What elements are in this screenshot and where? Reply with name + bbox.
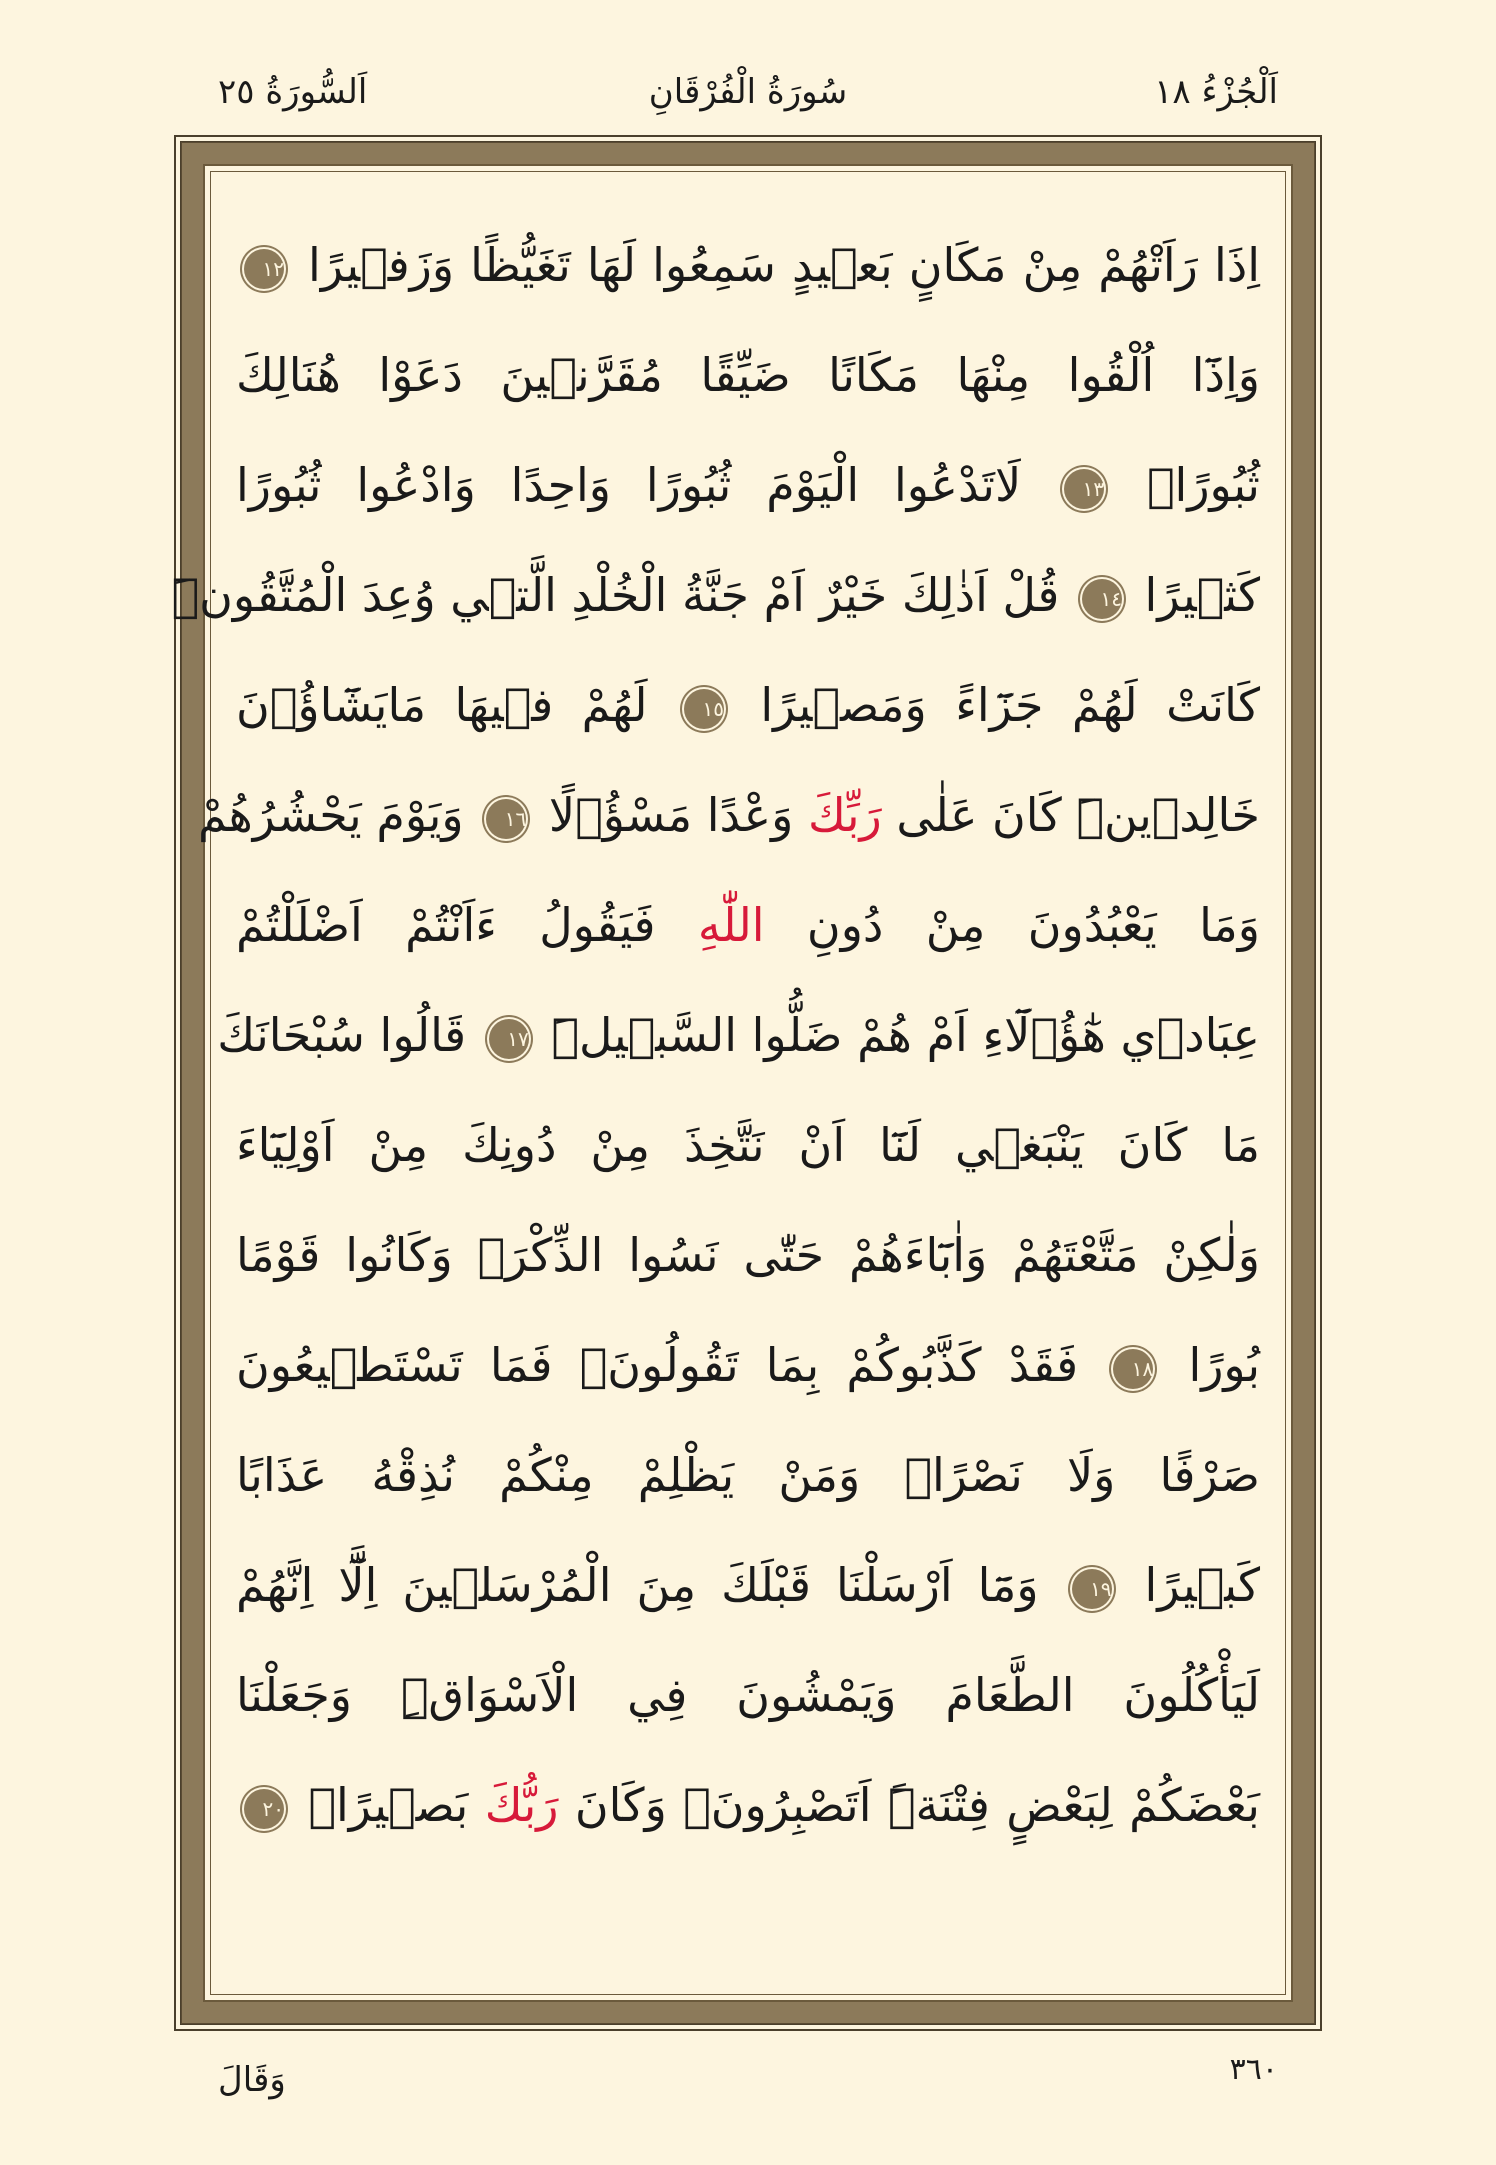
text-line [236, 1090, 1260, 1200]
ayah-number-marker: ١٤ [1082, 579, 1122, 619]
verse-text: وَمَٓا اَرْسَلْنَا قَبْلَكَ مِنَ الْمُرْسَل۪ينَ اِلَّٓا اِنَّهُمْ [236, 1558, 1064, 1612]
verse-text: صَرْفًا وَلَا نَصْرًاۚ وَمَنْ يَظْلِمْ مِنْكُمْ نُذِقْهُ عَذَابًا [236, 1448, 1260, 1502]
surah-title: سُورَةُ الْفُرْقَانِ [648, 72, 848, 112]
text-line [236, 1420, 1260, 1530]
text-line [171, 540, 1260, 650]
divine-name-highlight: اللّٰهِ [697, 898, 765, 952]
verse-text: وَيَوْمَ يَحْشُرُهُمْ [197, 788, 479, 842]
page-header [0, 62, 1496, 122]
ayah-number-marker: ١٣ [1064, 469, 1104, 509]
verse-text: لَهُمْ ف۪يهَا مَايَشَٓاؤُ۫نَ [236, 678, 676, 732]
verse-text: قَالُوا سُبْحَانَكَ [217, 1008, 481, 1062]
verse-text: وَمَا يَعْبُدُونَ مِنْ دُونِ [764, 898, 1260, 952]
text-line [236, 210, 1260, 320]
text-line [236, 650, 1260, 760]
divine-name-highlight: رَبُّكَ [484, 1778, 559, 1832]
juz-label: اَلْجُزْءُ ١٨ [1154, 72, 1278, 112]
text-line [236, 320, 1260, 430]
text-line [217, 980, 1260, 1090]
ayah-number-marker: ١٦ [486, 799, 526, 839]
verse-text: ثُبُورًاۜ [1112, 458, 1260, 512]
verse-text: وَاِذَٓا اُلْقُوا مِنْهَا مَكَانًا ضَيِّقًا مُقَرَّن۪ينَ دَعَوْا هُنَالِكَ [236, 348, 1260, 402]
catchword: وَقَالَ [218, 2060, 286, 2100]
text-line [236, 1310, 1260, 1420]
verse-text: فَيَقُولُ ءَاَنْتُمْ اَضْلَلْتُمْ [236, 898, 698, 952]
page-footer [0, 2040, 1496, 2100]
text-line [236, 870, 1260, 980]
verse-text: لَاتَدْعُوا الْيَوْمَ ثُبُورًا وَاحِدًا وَادْعُوا ثُبُورًا [236, 458, 1057, 512]
text-line [236, 1640, 1260, 1750]
page-number: ٣٦٠ [1229, 2052, 1278, 2087]
quran-text-body [171, 210, 1260, 1970]
verse-text: لَيَأْكُلُونَ الطَّعَامَ وَيَمْشُونَ فِي الْاَسْوَاقِۜ وَجَعَلْنَا [236, 1668, 1260, 1722]
text-line [236, 1200, 1260, 1310]
ayah-number-marker: ١٨ [1113, 1349, 1153, 1389]
ayah-number-marker: ١٧ [489, 1019, 529, 1059]
divine-name-highlight: رَبِّكَ [807, 788, 882, 842]
verse-text: كَث۪يرًا [1129, 568, 1260, 622]
ayah-number-marker: ١٢ [244, 249, 284, 289]
text-line [197, 760, 1260, 870]
verse-text: بُورًا [1161, 1338, 1260, 1392]
verse-text: بَعْضَكُمْ لِبَعْضٍ فِتْنَةًۜ اَتَصْبِرُونَۚ وَكَانَ [558, 1778, 1260, 1832]
ayah-number-marker: ٢٠ [244, 1789, 284, 1829]
verse-text: كَب۪يرًا [1119, 1558, 1260, 1612]
verse-text: وَعْدًا مَسْؤُ۫لًا [534, 788, 808, 842]
verse-text: فَقَدْ كَذَّبُوكُمْ بِمَا تَقُولُونَۙ فَمَا تَسْتَط۪يعُونَ [236, 1338, 1106, 1392]
verse-text: بَص۪يرًا۟ [292, 1778, 485, 1832]
ayah-number-marker: ١٥ [684, 689, 724, 729]
text-line [236, 1530, 1260, 1640]
verse-text: عِبَاد۪ي هٰٓؤُ۬لَٓاءِ اَمْ هُمْ ضَلُّوا السَّب۪يلَۜ [536, 1008, 1260, 1062]
text-line [236, 1750, 1260, 1860]
verse-text: اِذَا رَاَتْهُمْ مِنْ مَكَانٍ بَع۪يدٍ سَمِعُوا لَهَا تَغَيُّظًا وَزَف۪يرًا [292, 238, 1260, 292]
verse-text: مَا كَانَ يَنْبَغ۪ي لَنَٓا اَنْ نَتَّخِذَ مِنْ دُونِكَ مِنْ اَوْلِيَٓاءَ [236, 1118, 1260, 1172]
surah-number-label: اَلسُّورَةُ ٢٥ [218, 72, 368, 112]
text-line [236, 430, 1260, 540]
verse-text: خَالِد۪ينَۜ كَانَ عَلٰى [881, 788, 1260, 842]
verse-text: كَانَتْ لَهُمْ جَزَٓاءً وَمَص۪يرًا [731, 678, 1260, 732]
ayah-number-marker: ١٩ [1072, 1569, 1112, 1609]
verse-text: قُلْ اَذٰلِكَ خَيْرٌ اَمْ جَنَّةُ الْخُلْدِ الَّت۪ي وُعِدَ الْمُتَّقُونَۜ [171, 568, 1074, 622]
verse-text: وَلٰكِنْ مَتَّعْتَهُمْ وَاٰبَٓاءَهُمْ حَتّٰى نَسُوا الذِّكْرَۚ وَكَانُوا قَوْمًا [236, 1228, 1260, 1282]
